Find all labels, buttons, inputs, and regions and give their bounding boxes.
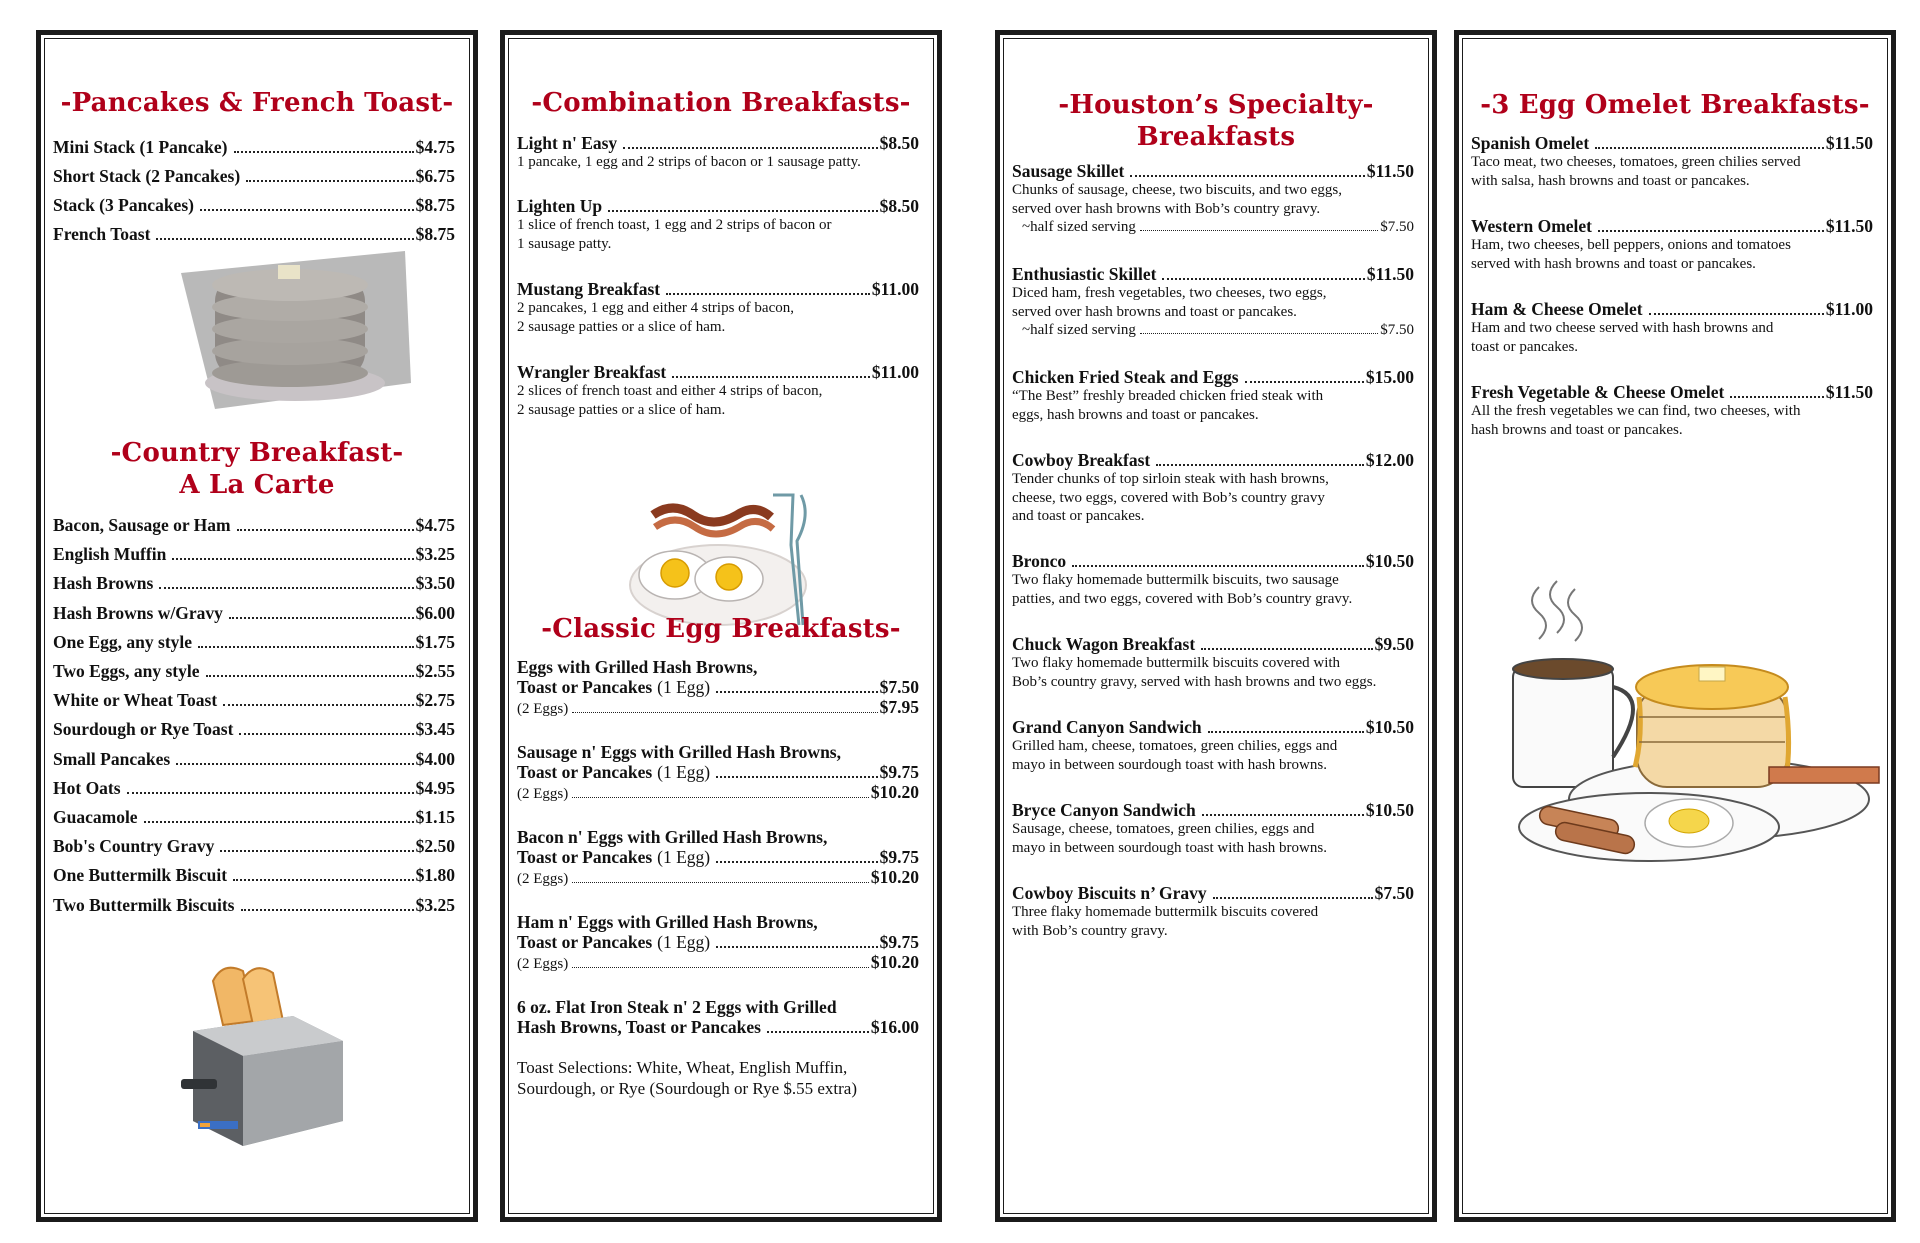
menu-item-price: $3.50 <box>415 573 455 594</box>
menu-item-price: $9.75 <box>879 762 919 782</box>
menu-item-name: Cowboy Biscuits n’ Gravy <box>1012 883 1207 903</box>
menu-item-description: Tender chunks of top sirloin steak with hash browns, <box>1012 471 1329 487</box>
classic-heading: -Classic Egg Breakfasts- <box>541 614 901 644</box>
menu-item-name: Sausage n' Eggs with Grilled Hash Browns, <box>517 742 841 762</box>
menu-item-price: $4.75 <box>415 515 455 535</box>
dot-leader <box>172 558 413 560</box>
menu-item-name: Fresh Vegetable & Cheese Omelet <box>1471 382 1725 402</box>
menu-item-description: All the fresh vegetables we can find, two cheeses, with <box>1471 403 1801 419</box>
half-serving-label: ~half sized serving <box>1022 219 1136 235</box>
menu-item-name: Ham & Cheese Omelet <box>1471 299 1643 319</box>
menu-item-row <box>53 166 455 186</box>
menu-item-name: Mustang Breakfast <box>517 279 661 299</box>
dot-leader <box>716 691 877 693</box>
menu-item-description: Sausage, cheese, tomatoes, green chilies, eggs and <box>1012 821 1315 837</box>
menu-item-price: $6.75 <box>415 166 455 186</box>
menu-item-name: Toast or Pancakes <box>517 847 653 867</box>
menu-item-name: Chuck Wagon Breakfast <box>1012 634 1196 654</box>
menu-item-row <box>1471 382 1873 402</box>
dot-leader <box>200 209 414 211</box>
half-serving-row <box>1022 218 1414 236</box>
menu-item-name: Two Eggs, any style <box>53 661 200 681</box>
menu-item-price: $11.00 <box>871 279 919 299</box>
dot-leader <box>1072 565 1364 567</box>
menu-item-row <box>1012 634 1414 654</box>
menu-item-description: Three flaky homemade buttermilk biscuits covered <box>1012 904 1319 920</box>
menu-item-description: eggs, hash browns and toast or pancakes. <box>1012 406 1259 423</box>
dot-leader <box>1201 648 1372 650</box>
menu-item-description: 2 pancakes, 1 egg and either 4 strips of bacon, <box>517 300 794 316</box>
dot-leader <box>176 763 413 765</box>
dot-leader <box>716 946 877 948</box>
menu-item-price: $11.50 <box>1825 216 1873 236</box>
menu-item-description: Diced ham, fresh vegetables, two cheeses, two eggs, <box>1012 285 1327 301</box>
menu-item-row <box>53 895 455 915</box>
menu-item-price: $1.75 <box>415 631 455 652</box>
menu-item-description: 2 sausage patties or a slice of ham. <box>517 401 726 418</box>
menu-panel-combination-classic <box>500 30 942 1222</box>
menu-item-row <box>53 719 455 739</box>
dot-leader <box>1730 396 1823 398</box>
menu-item-description: mayo in between sourdough toast with hash browns. <box>1012 756 1327 773</box>
combination-heading: -Combination Breakfasts- <box>531 88 911 118</box>
two-egg-row <box>517 698 919 718</box>
menu-item-name: Sourdough or Rye Toast <box>53 719 234 740</box>
half-serving-label: ~half sized serving <box>1022 322 1136 338</box>
menu-item-price: $9.75 <box>879 847 919 867</box>
menu-item-price: $11.50 <box>1366 264 1414 284</box>
menu-item-name: Wrangler Breakfast <box>517 362 667 382</box>
dot-leader <box>206 675 414 677</box>
dot-leader <box>1208 731 1364 733</box>
menu-panel-omelet <box>1454 30 1896 1222</box>
menu-item-name: Grand Canyon Sandwich <box>1012 717 1202 737</box>
menu-item-price: $10.50 <box>1365 551 1414 571</box>
menu-item-description: 1 pancake, 1 egg and 2 strips of bacon or 1 sausage patty. <box>517 154 861 170</box>
menu-item-description: with salsa, hash browns and toast or pancakes. <box>1471 172 1750 189</box>
menu-item-row <box>1012 367 1414 387</box>
menu-item-price: $8.50 <box>879 133 919 153</box>
menu-item-price: $4.95 <box>415 777 455 798</box>
menu-item-row <box>517 677 919 697</box>
menu-item-name: Two Buttermilk Biscuits <box>53 894 235 915</box>
dot-leader <box>234 151 414 153</box>
dot-leader <box>716 776 877 778</box>
houston-heading-line1: -Houston’s Specialty- <box>1058 90 1374 120</box>
menu-item-description: served over hash browns with Bob’s country gravy. <box>1012 200 1321 217</box>
menu-item-row <box>53 137 455 157</box>
menu-item-name: Spanish Omelet <box>1471 133 1590 153</box>
dot-leader <box>1140 333 1378 334</box>
menu-item-name: Toast or Pancakes <box>517 677 653 697</box>
egg-count: (2 Eggs) <box>517 956 569 972</box>
menu-item-name: Sausage Skillet <box>1012 161 1125 181</box>
menu-item-name: Light n' Easy <box>517 133 618 153</box>
menu-item-description: with Bob’s country gravy. <box>1012 922 1168 939</box>
dot-leader <box>672 376 870 378</box>
egg-count: (1 Egg) <box>657 762 711 782</box>
dot-leader <box>1598 230 1824 232</box>
menu-item-row <box>53 603 455 623</box>
menu-panel-pancakes-country <box>36 30 478 1222</box>
menu-item-price: $11.00 <box>1825 299 1873 319</box>
dot-leader <box>572 797 869 798</box>
menu-item-price: $11.50 <box>1366 161 1414 181</box>
menu-item-price: $7.50 <box>1374 883 1414 903</box>
dot-leader <box>572 712 877 713</box>
menu-item-description: 2 slices of french toast and either 4 strips of bacon, <box>517 383 823 399</box>
half-serving-price: $7.50 <box>1380 322 1414 338</box>
menu-item-description: and toast or pancakes. <box>1012 508 1145 524</box>
menu-item-description: Bob’s country gravy, served with hash browns and two eggs. <box>1012 673 1377 690</box>
dot-leader <box>239 733 413 735</box>
menu-item-price: $2.55 <box>415 661 455 681</box>
menu-item-name: Mini Stack (1 Pancake) <box>53 137 228 157</box>
dot-leader <box>144 821 414 823</box>
menu-item-price: $8.50 <box>879 196 919 216</box>
menu-item-description: Ham and two cheese served with hash browns and <box>1471 320 1774 336</box>
two-egg-row <box>517 783 919 803</box>
menu-item-price: $3.25 <box>415 894 455 915</box>
dot-leader <box>246 180 413 182</box>
menu-item-row <box>1471 299 1873 319</box>
menu-item-price: $10.50 <box>1365 717 1414 737</box>
menu-item-row <box>53 749 455 769</box>
menu-item-price: $9.75 <box>879 932 919 952</box>
two-egg-row <box>517 868 919 888</box>
menu-item-row <box>1012 883 1414 903</box>
menu-item-name: Cowboy Breakfast <box>1012 450 1151 470</box>
egg-count: (1 Egg) <box>657 847 711 867</box>
menu-item-row <box>53 195 455 215</box>
menu-item-name: Bryce Canyon Sandwich <box>1012 800 1196 820</box>
menu-item-name: Lighten Up <box>517 196 603 216</box>
menu-item-description: Two flaky homemade buttermilk biscuits, two sausage <box>1012 572 1339 588</box>
egg-count: (2 Eggs) <box>517 871 569 887</box>
menu-item-row <box>517 196 919 216</box>
menu-item-row <box>1012 264 1414 284</box>
menu-item-description: Taco meat, two cheeses, tomatoes, green chilies served <box>1471 154 1801 170</box>
menu-item-description: served over hash browns and toast or pancakes. <box>1012 303 1297 320</box>
menu-item-name: Short Stack (2 Pancakes) <box>53 166 241 186</box>
menu-item-price: $7.95 <box>879 697 919 717</box>
houston-heading-line2: Breakfasts <box>1136 122 1296 152</box>
menu-item-row <box>517 1017 919 1037</box>
menu-item-price: $8.75 <box>415 195 455 215</box>
menu-item-name: One Buttermilk Biscuit <box>53 865 228 886</box>
dot-leader <box>1140 230 1378 231</box>
menu-item-row <box>53 778 455 798</box>
menu-item-row <box>53 632 455 652</box>
menu-item-name: Small Pancakes <box>53 748 171 769</box>
menu-item-description: toast or pancakes. <box>1471 338 1579 355</box>
dot-leader <box>1130 175 1365 177</box>
menu-item-price: $7.50 <box>879 677 919 697</box>
dot-leader <box>666 293 870 295</box>
menu-item-price: $10.20 <box>870 782 919 802</box>
menu-item-description: Grilled ham, cheese, tomatoes, green chilies, eggs and <box>1012 738 1338 754</box>
menu-item-price: $11.50 <box>1825 382 1873 402</box>
menu-item-price: $15.00 <box>1365 367 1414 387</box>
menu-item-price: $3.45 <box>415 719 455 740</box>
dot-leader <box>1595 147 1824 149</box>
dot-leader <box>1649 313 1824 315</box>
menu-item-row <box>53 515 455 535</box>
menu-item-name: Bob's Country Gravy <box>53 836 215 857</box>
country-heading-line1: -Country Breakfast- <box>110 438 404 468</box>
menu-item-price: $4.75 <box>415 137 455 157</box>
dot-leader <box>1162 278 1364 280</box>
menu-item-row <box>53 544 455 564</box>
dot-leader <box>1245 381 1364 383</box>
dot-leader <box>233 879 414 881</box>
toast-selections-line2: Sourdough, or Rye (Sourdough or Rye $.55 extra) <box>517 1079 858 1098</box>
menu-item-name: Bacon, Sausage or Ham <box>53 515 231 535</box>
menu-item-name: Western Omelet <box>1471 216 1592 236</box>
menu-item-description: 2 sausage patties or a slice of ham. <box>517 318 726 335</box>
menu-item-price: $10.50 <box>1365 800 1414 820</box>
menu-item-price: $11.50 <box>1825 133 1873 153</box>
egg-count: (1 Egg) <box>657 932 711 952</box>
menu-item-description: hash browns and toast or pancakes. <box>1471 421 1683 438</box>
dot-leader <box>241 909 414 911</box>
menu-item-name: Chicken Fried Steak and Eggs <box>1012 367 1239 387</box>
menu-item-row <box>1471 133 1873 153</box>
menu-item-row <box>1012 161 1414 181</box>
menu-item-name: Eggs with Grilled Hash Browns, <box>517 657 758 677</box>
menu-item-row <box>1012 800 1414 820</box>
menu-item-row <box>517 847 919 867</box>
dot-leader <box>623 147 877 149</box>
dot-leader <box>767 1031 869 1033</box>
menu-item-description: Ham, two cheeses, bell peppers, onions and tomatoes <box>1471 237 1791 253</box>
menu-item-row <box>1012 551 1414 571</box>
menu-item-row <box>53 573 455 593</box>
menu-item-description: served with hash browns and toast or pancakes. <box>1471 255 1756 272</box>
menu-item-description: cheese, two eggs, covered with Bob’s country gravy <box>1012 489 1325 506</box>
menu-item-name: Toast or Pancakes <box>517 932 653 952</box>
dot-leader <box>220 850 413 852</box>
dot-leader <box>159 587 413 589</box>
menu-item-row <box>1471 216 1873 236</box>
menu-item-description: 1 sausage patty. <box>517 235 612 252</box>
menu-item-price: $3.25 <box>415 544 455 565</box>
menu-item-description: Two flaky homemade buttermilk biscuits covered with <box>1012 655 1341 671</box>
menu-item-row <box>53 807 455 827</box>
menu-item-row <box>53 690 455 710</box>
menu-item-price: $1.80 <box>415 865 455 886</box>
menu-item-name: Hash Browns w/Gravy <box>53 602 223 623</box>
dot-leader <box>198 646 414 648</box>
menu-item-name: 6 oz. Flat Iron Steak n' 2 Eggs with Grilled <box>517 997 837 1017</box>
menu-item-name: Enthusiastic Skillet <box>1012 264 1157 284</box>
menu-item-name: Hash Browns, Toast or Pancakes <box>517 1017 761 1037</box>
menu-item-name: White or Wheat Toast <box>53 690 218 711</box>
menu-item-name: Hot Oats <box>53 777 121 798</box>
menu-item-name: Hash Browns <box>53 573 154 594</box>
pancakes-heading: -Pancakes & French Toast- <box>60 88 454 118</box>
two-egg-row <box>517 953 919 973</box>
menu-item-price: $6.00 <box>415 602 455 623</box>
menu-item-price: $9.50 <box>1374 634 1414 654</box>
dot-leader <box>1202 814 1364 816</box>
egg-count: (2 Eggs) <box>517 786 569 802</box>
menu-item-row <box>517 279 919 299</box>
dot-leader <box>572 882 869 883</box>
menu-item-price: $16.00 <box>870 1017 919 1037</box>
eggs-and-bacon-image <box>623 475 823 631</box>
menu-item-price: $4.00 <box>415 748 455 769</box>
dot-leader <box>716 861 877 863</box>
menu-item-price: $12.00 <box>1365 450 1414 470</box>
toaster-image <box>173 961 353 1151</box>
menu-item-row <box>517 762 919 782</box>
menu-item-price: $2.75 <box>415 690 455 711</box>
dot-leader <box>608 210 878 212</box>
dot-leader <box>1156 464 1364 466</box>
menu-item-description: patties, and two eggs, covered with Bob’s country gravy. <box>1012 590 1353 607</box>
dot-leader <box>223 704 413 706</box>
menu-item-name: English Muffin <box>53 544 167 565</box>
menu-panel-houston-specialty <box>995 30 1437 1222</box>
menu-item-price: $11.00 <box>871 362 919 382</box>
menu-item-description: mayo in between sourdough toast with hash browns. <box>1012 839 1327 856</box>
dot-leader <box>572 967 869 968</box>
coffee-and-pancakes-image <box>1499 577 1889 867</box>
dot-leader <box>229 617 414 619</box>
menu-item-row <box>1012 450 1414 470</box>
menu-item-row <box>53 836 455 856</box>
egg-count: (1 Egg) <box>657 677 711 697</box>
dot-leader <box>1213 897 1373 899</box>
menu-item-row <box>517 362 919 382</box>
menu-item-name: Guacamole <box>53 807 138 827</box>
menu-item-price: $10.20 <box>870 867 919 887</box>
menu-item-name: One Egg, any style <box>53 631 193 652</box>
half-serving-row <box>1022 321 1414 339</box>
country-heading-line2: A La Carte <box>179 470 335 500</box>
menu-item-price: $1.15 <box>415 807 455 827</box>
menu-item-description: 1 slice of french toast, 1 egg and 2 strips of bacon or <box>517 217 832 233</box>
dot-leader <box>127 792 414 794</box>
dot-leader <box>237 529 414 531</box>
menu-item-price: $10.20 <box>870 952 919 972</box>
menu-item-name: Bronco <box>1012 551 1067 571</box>
toast-selections-line1: Toast Selections: White, Wheat, English Muffin, <box>517 1058 848 1077</box>
menu-item-row <box>1012 717 1414 737</box>
menu-item-row <box>517 133 919 153</box>
menu-item-description: “The Best” freshly breaded chicken fried steak with <box>1012 388 1324 404</box>
omelet-heading: -3 Egg Omelet Breakfasts- <box>1480 90 1870 120</box>
menu-item-name: Ham n' Eggs with Grilled Hash Browns, <box>517 912 818 932</box>
pancake-stack-image <box>175 233 415 413</box>
half-serving-price: $7.50 <box>1380 219 1414 235</box>
menu-item-name: French Toast <box>53 224 151 244</box>
menu-item-name: Stack (3 Pancakes) <box>53 195 194 215</box>
menu-item-price: $2.50 <box>415 836 455 857</box>
menu-item-name: Toast or Pancakes <box>517 762 653 782</box>
menu-item-row <box>53 865 455 885</box>
menu-item-name: Bacon n' Eggs with Grilled Hash Browns, <box>517 827 828 847</box>
menu-item-price: $8.75 <box>415 224 455 244</box>
menu-item-description: Chunks of sausage, cheese, two biscuits, and two eggs, <box>1012 182 1342 198</box>
egg-count: (2 Eggs) <box>517 701 569 717</box>
menu-item-row <box>53 661 455 681</box>
menu-item-row <box>517 932 919 952</box>
